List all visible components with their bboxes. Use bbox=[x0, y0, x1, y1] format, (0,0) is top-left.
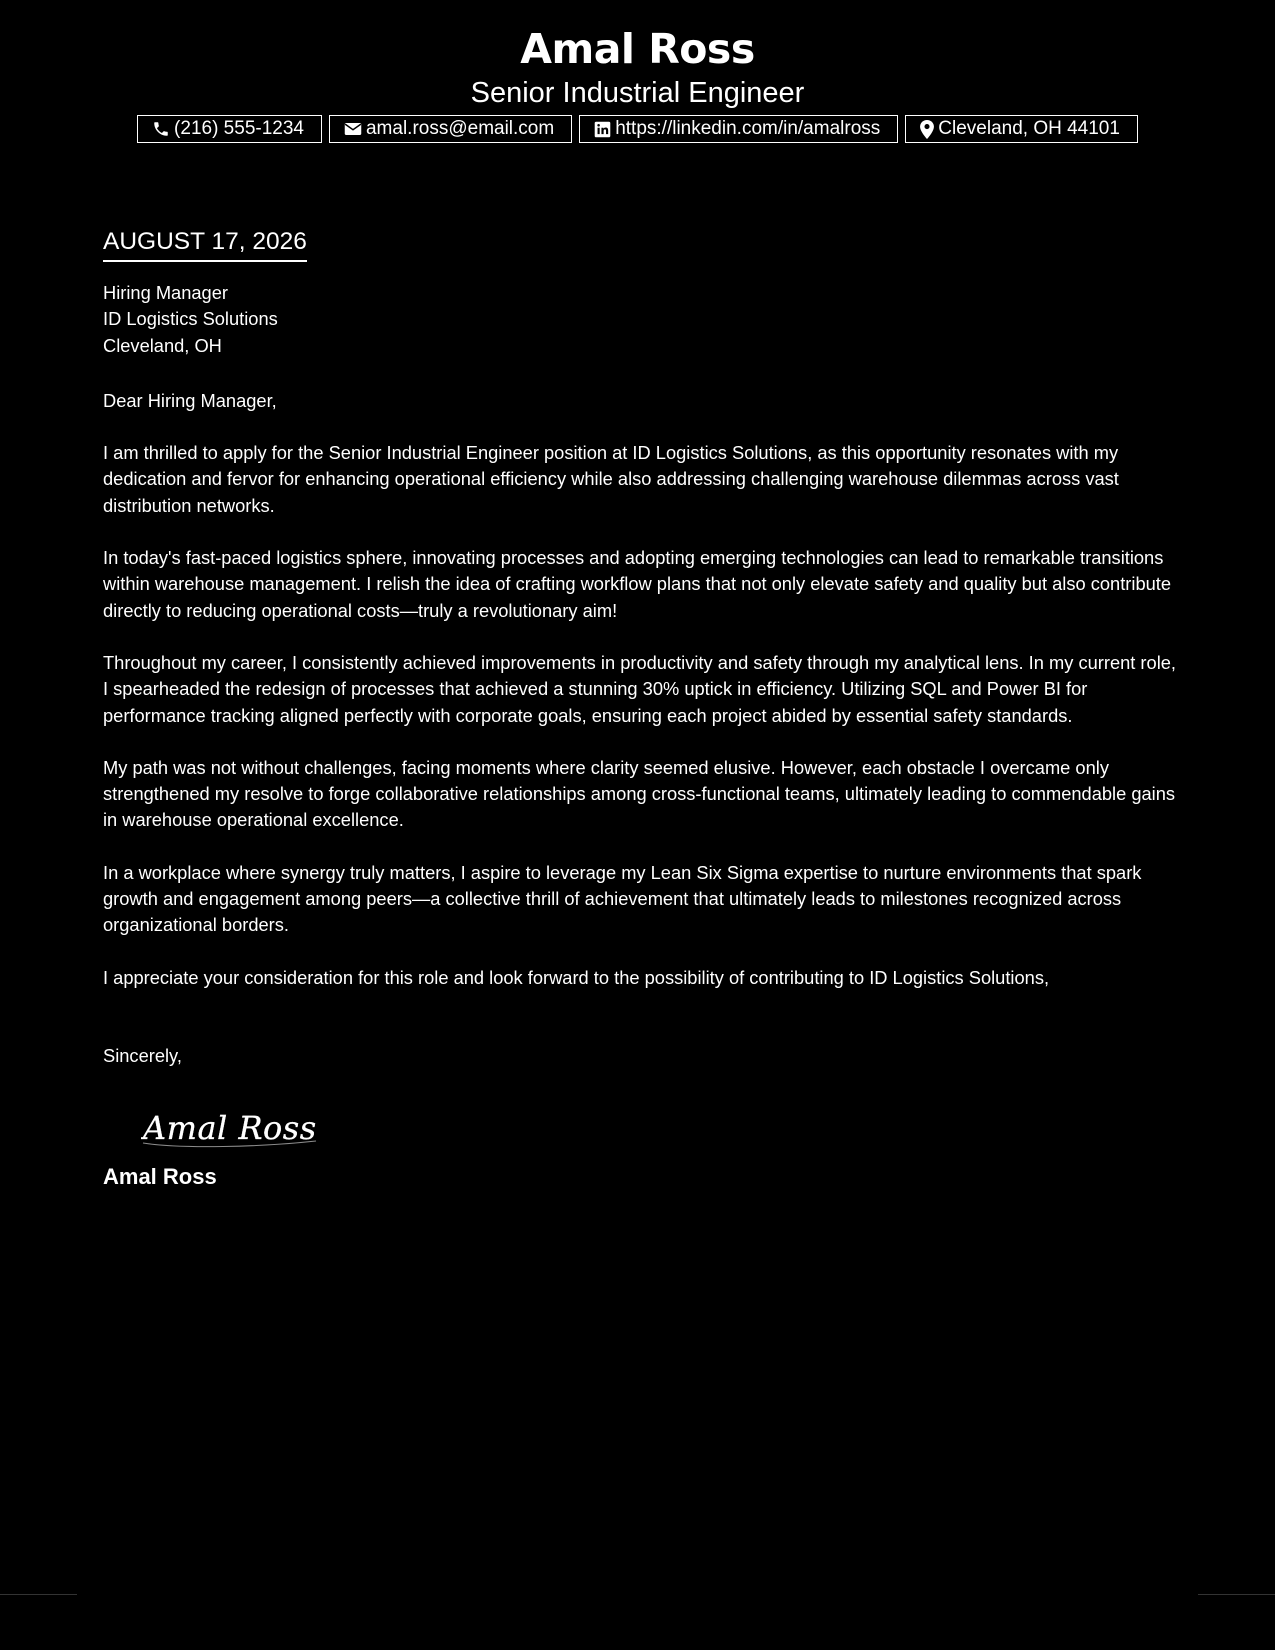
contact-phone[interactable] bbox=[137, 115, 322, 143]
closing: Sincerely, bbox=[103, 1044, 182, 1066]
contact-row bbox=[0, 115, 1275, 143]
job-title: Senior Industrial Engineer bbox=[470, 77, 805, 109]
salutation: Dear Hiring Manager, bbox=[103, 389, 277, 411]
signed-name: Amal Ross bbox=[103, 1164, 217, 1190]
letter-body bbox=[103, 226, 1178, 1191]
linkedin-text: https://linkedin.com/in/amalross bbox=[615, 118, 881, 139]
linkedin-icon bbox=[594, 121, 611, 138]
applicant-name: Amal Ross bbox=[520, 25, 755, 73]
recipient-line: Hiring Manager bbox=[103, 282, 228, 303]
body-paragraph: I appreciate your consideration for this role and look forward to the possibility of contributing to ID Logistics Solutions, bbox=[103, 966, 1050, 988]
phone-text: (216) 555-1234 bbox=[174, 118, 304, 139]
email-text: amal.ross@email.com bbox=[365, 118, 555, 139]
body-paragraph: Throughout my career, I consistently achieved improvements in productivity and safety through my analytical lens. In my current role, I spearheaded the redesign of processes that achieved a stunning 30% uptick in efficiency. Utilizing SQL and Power BI for performance tracking aligned perfectly with corporate goals, ensuring each project abided by essential safety standards. bbox=[103, 651, 1176, 726]
letter-header bbox=[0, 22, 1275, 143]
body-paragraph: In today's fast-paced logistics sphere, innovating processes and adopting emerging technologies can lead to remarkable transitions within warehouse management. I relish the idea of crafting workflow plans that not only elevate safety and quality but also contribute directly to reducing operational costs—truly a revolutionary aim! bbox=[103, 547, 1172, 621]
location-text: Cleveland, OH 44101 bbox=[938, 118, 1120, 139]
handwritten-signature bbox=[141, 1103, 1178, 1151]
svg-text:Amal Ross: Amal Ross bbox=[143, 1109, 317, 1148]
envelope-icon bbox=[344, 121, 362, 137]
recipient-line: Cleveland, OH bbox=[103, 334, 222, 356]
footer-rule-left bbox=[0, 1594, 77, 1595]
contact-email[interactable] bbox=[329, 115, 572, 143]
contact-location[interactable] bbox=[905, 115, 1138, 143]
body-paragraph: My path was not without challenges, facing moments where clarity seemed elusive. However, each obstacle I overcame only strengthened my resolve to forge collaborative relationships among cross-functional teams, ultimately leading to commendable gains in warehouse operational excellence. bbox=[103, 756, 1176, 831]
phone-icon bbox=[152, 120, 170, 138]
letter-date: AUGUST 17, 2026 bbox=[103, 226, 307, 262]
contact-linkedin[interactable] bbox=[579, 115, 898, 143]
recipient-block bbox=[103, 280, 1178, 359]
body-paragraph: I am thrilled to apply for the Senior Industrial Engineer position at ID Logistics Solutions, as this opportunity resonates with my dedication and fervor for enhancing operational efficiency while also addressing challenging warehouse dilemmas across vast distribution networks. bbox=[103, 442, 1119, 516]
body-paragraph: In a workplace where synergy truly matters, I aspire to leverage my Lean Six Sigma expertise to nurture environments that spark growth and engagement among peers—a collective thrill of achievement that ultimately leads to milestones recognized across organizational borders. bbox=[103, 861, 1142, 936]
footer-rule-right bbox=[1198, 1594, 1275, 1595]
map-pin-icon bbox=[920, 120, 934, 139]
recipient-line: ID Logistics Solutions bbox=[103, 308, 278, 330]
